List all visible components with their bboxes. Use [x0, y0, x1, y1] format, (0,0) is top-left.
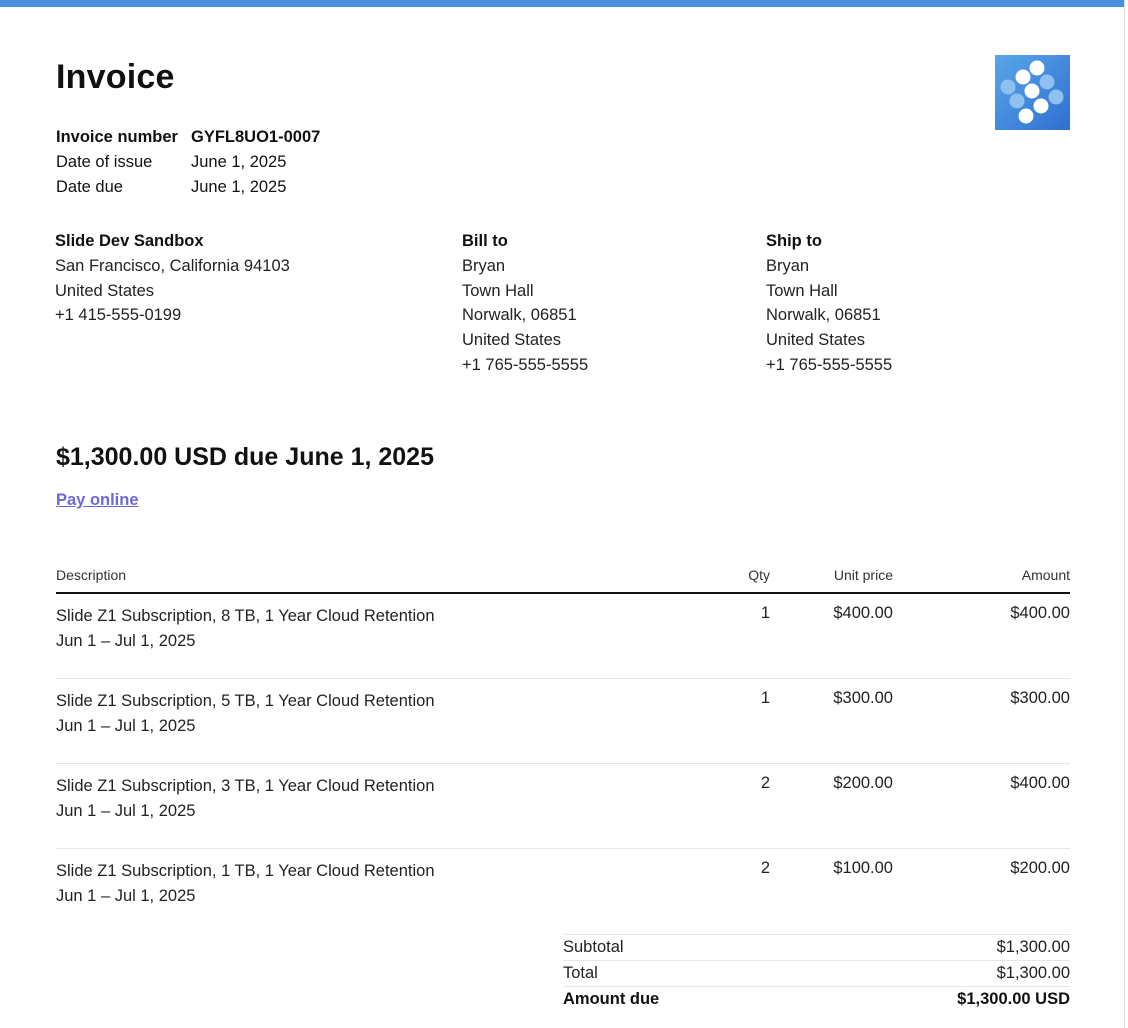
seller-address-line: United States [55, 281, 155, 300]
item-description: Slide Z1 Subscription, 1 TB, 1 Year Cloud Retention [56, 862, 435, 880]
ship-to-line: Town Hall [766, 281, 838, 300]
column-header-amount: Amount [1021, 567, 1070, 583]
seller-address [55, 229, 290, 328]
page-edge [1124, 0, 1125, 1028]
invoice-number-row [56, 127, 320, 152]
item-qty: 2 [760, 774, 770, 792]
seller-name: Slide Dev Sandbox [55, 232, 204, 250]
item-description-cell [56, 859, 435, 909]
item-amount: $400.00 [1010, 604, 1070, 622]
item-qty: 1 [760, 689, 770, 707]
date-due-label: Date due [56, 178, 123, 196]
item-qty: 2 [760, 859, 770, 877]
total-value: $1,300.00 [996, 964, 1070, 982]
subtotal-value: $1,300.00 [996, 938, 1070, 956]
ship-to-address [766, 229, 892, 378]
column-header-unit-price: Unit price [833, 567, 893, 583]
bill-to-line: Town Hall [462, 281, 534, 300]
item-period: Jun 1 – Jul 1, 2025 [56, 631, 196, 650]
ship-to-line: Bryan [766, 256, 810, 275]
subtotal-row [563, 934, 1070, 960]
item-description: Slide Z1 Subscription, 8 TB, 1 Year Cloud Retention [56, 607, 435, 625]
subtotal-label: Subtotal [563, 938, 624, 956]
amount-due-label: Amount due [563, 990, 660, 1008]
ship-to-heading: Ship to [766, 232, 822, 250]
item-amount: $300.00 [1010, 689, 1070, 707]
totals-summary [563, 934, 1070, 1012]
pay-online-link[interactable]: Pay online [56, 491, 139, 509]
table-row [56, 594, 1070, 679]
amount-due-heading: $1,300.00 USD due June 1, 2025 [56, 443, 434, 471]
date-due-row [56, 177, 320, 202]
item-unit-price: $200.00 [833, 774, 893, 792]
bill-to-address [462, 229, 588, 378]
ship-to-line: United States [766, 331, 866, 350]
item-period: Jun 1 – Jul 1, 2025 [56, 716, 196, 735]
invoice-meta [56, 127, 320, 202]
invoice-title: Invoice [56, 58, 175, 96]
item-description-cell [56, 689, 435, 739]
top-accent-bar [0, 0, 1124, 7]
ship-to-phone: +1 765-555-5555 [766, 355, 893, 374]
date-of-issue-label: Date of issue [56, 153, 153, 171]
item-description: Slide Z1 Subscription, 3 TB, 1 Year Cloud Retention [56, 777, 435, 795]
bill-to-heading: Bill to [462, 232, 508, 250]
ship-to-line: Norwalk, 06851 [766, 306, 881, 325]
table-row [56, 849, 1070, 934]
item-amount: $200.00 [1010, 859, 1070, 877]
company-logo-icon [995, 55, 1070, 130]
item-period: Jun 1 – Jul 1, 2025 [56, 886, 196, 905]
table-header [56, 563, 1070, 594]
total-row [563, 960, 1070, 986]
bill-to-phone: +1 765-555-5555 [462, 355, 589, 374]
table-row [56, 679, 1070, 764]
item-unit-price: $100.00 [833, 859, 893, 877]
total-label: Total [563, 964, 598, 982]
column-header-qty: Qty [748, 567, 770, 583]
seller-phone: +1 415-555-0199 [55, 306, 182, 325]
item-amount: $400.00 [1010, 774, 1070, 792]
date-due-value: June 1, 2025 [191, 178, 287, 196]
item-qty: 1 [760, 604, 770, 622]
date-of-issue-row [56, 152, 320, 177]
amount-due-value: $1,300.00 USD [957, 990, 1070, 1008]
line-items-table [56, 563, 1070, 934]
item-description: Slide Z1 Subscription, 5 TB, 1 Year Cloud Retention [56, 692, 435, 710]
seller-address-line: San Francisco, California 94103 [55, 256, 290, 275]
item-period: Jun 1 – Jul 1, 2025 [56, 801, 196, 820]
item-unit-price: $400.00 [833, 604, 893, 622]
item-description-cell [56, 774, 435, 824]
invoice-number-label: Invoice number [56, 128, 178, 146]
item-description-cell [56, 604, 435, 654]
invoice-number-value: GYFL8UO1-0007 [191, 128, 321, 146]
bill-to-line: Norwalk, 06851 [462, 306, 577, 325]
table-row [56, 764, 1070, 849]
column-header-description: Description [56, 567, 127, 583]
amount-due-row [563, 986, 1070, 1012]
item-unit-price: $300.00 [833, 689, 893, 707]
date-of-issue-value: June 1, 2025 [191, 153, 287, 171]
bill-to-line: United States [462, 331, 562, 350]
bill-to-line: Bryan [462, 256, 506, 275]
